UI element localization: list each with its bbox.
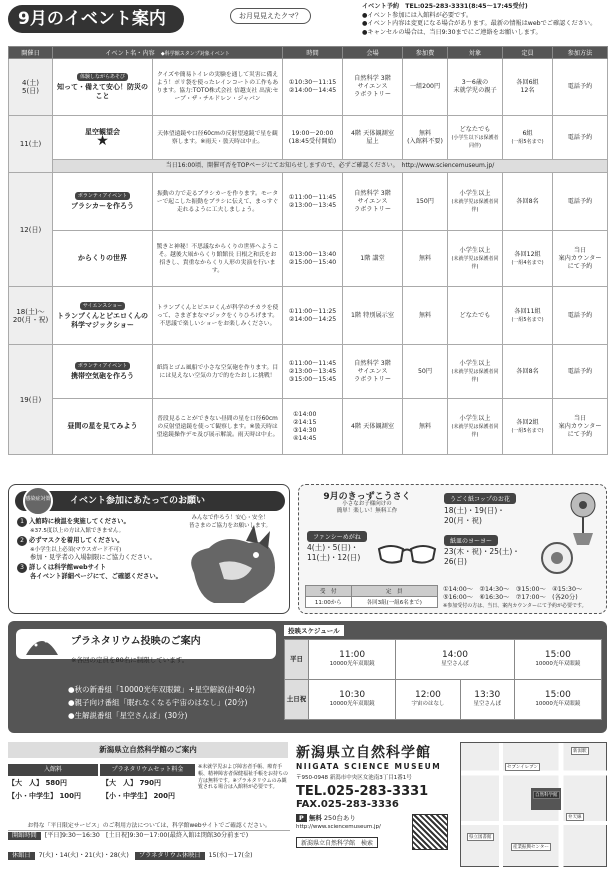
museum-fax: FAX.025-283-3336 xyxy=(296,799,399,810)
schedule-title: 投映スケジュール xyxy=(284,625,344,636)
craft-subtitle: 小さなお子様向けの 簡単！楽しい！無料工作 xyxy=(336,501,398,514)
craft-capacity-label: 定 員 xyxy=(351,586,437,597)
event-method: 当日 案内カウンター にて予約 xyxy=(553,399,608,455)
col-method: 参加方法 xyxy=(553,47,608,59)
event-method: 電話予約 xyxy=(553,116,608,160)
event-capacity: 6組 (一組5名まで) xyxy=(503,116,553,160)
list-item: ●生解説番組「星空さんぽ」(30分) xyxy=(68,711,188,720)
schedule-slot: 15:00 10000光年双眼鏡 xyxy=(514,640,601,680)
map-label-museum: 自然科学館 xyxy=(535,793,558,798)
request-list xyxy=(17,517,167,581)
fee-note: ※未就学児および障害者手帳、療育手帳、精神障害者保健福祉手帳をお持ちの方は無料です。※プラネタリウムのみ観覧される場合は入館料が必要です。 xyxy=(198,764,289,791)
kids-craft-box xyxy=(298,484,607,614)
table-row xyxy=(9,231,608,287)
access-map xyxy=(460,742,607,867)
flower-cup-icon xyxy=(561,489,605,547)
craft-label-glasses: ファンシーめがね xyxy=(307,531,367,542)
event-name: 昼間の星を見てみよう xyxy=(67,422,138,430)
event-desc: トランプくんとピエロくんが科学のチカラを使って、さまざまなマジックをくりひろげます。不思議で楽しいショーをお楽しみください。 xyxy=(153,287,283,345)
table-row xyxy=(9,116,608,160)
schedule-table xyxy=(284,639,602,720)
museum-url[interactable]: http://www.sciencemuseum.jp/ xyxy=(296,824,381,830)
event-fee: 無料 xyxy=(403,231,448,287)
craft-times: ①14:00〜 ②14:30〜 ③15:00〜 ④15:30〜 ⑤16:00〜 ⑥16:30〜 ⑦17:00〜 (各20分) ※参加受付の方は、当日、案内カウンターにて予約が必要です。 xyxy=(443,586,608,610)
event-desc: 振動の力で走るプラシカーを作ります。モーターで起こした振動をプラシに伝えて、まっすぐ走れるように工夫しましょう。 xyxy=(153,173,283,231)
event-date: 18(土)〜 20(月・祝) xyxy=(9,287,53,345)
schedule-day: 土日祝 xyxy=(285,680,309,720)
schedule-slot: 11:00 10000光年双眼鏡 xyxy=(309,640,396,680)
schedule-slot: 10:30 10000光年双眼鏡 xyxy=(309,680,396,720)
guide-title: 新潟県立自然科学館のご案内 xyxy=(8,742,288,758)
event-venue: 1階 講堂 xyxy=(343,231,403,287)
table-header-row xyxy=(9,47,608,59)
weather-notice-row xyxy=(9,160,608,173)
participation-request-box xyxy=(8,484,290,614)
craft-table xyxy=(305,585,438,608)
table-row xyxy=(9,399,608,455)
museum-name-en: NIIGATA SCIENCE MUSEUM xyxy=(296,762,442,771)
program-list xyxy=(68,683,255,722)
event-tag: ボランティアイベント xyxy=(75,362,130,370)
event-time: ①11:00〜11:25 ②14:00〜14:25 xyxy=(283,287,343,345)
infection-badge: 感染症対策 xyxy=(23,486,53,516)
set-fee-adult: 【大 人】 790円 xyxy=(102,779,162,787)
event-name: 知って・備えて安心！防災のこと xyxy=(57,83,148,100)
qr-code-icon[interactable] xyxy=(412,814,448,850)
search-box[interactable]: 新潟県立自然科学館 検索 xyxy=(296,837,378,848)
fee-adult: 【大 人】 580円 xyxy=(8,779,68,787)
planetarium-subtitle: ※各回の定員を80名に制限しています。 xyxy=(71,656,189,664)
event-venue: 4階 天体観測室 xyxy=(343,399,403,455)
map-label: 県立図書館 xyxy=(469,835,492,840)
parking-icon: P xyxy=(296,814,307,822)
event-time: ①14:00 ②14:15 ③14:30 ④14:45 xyxy=(283,399,343,455)
event-name: トランプくんとピエロくんの科学マジックショー xyxy=(57,311,148,329)
museum-tel: TEL.025-283-3331 xyxy=(296,784,429,799)
event-target: 3〜6歳の 未就学児の親子 xyxy=(448,59,503,116)
event-desc: 驚きと神秘！不思議なからくりの世界へようこそ。越後大凧からくり館館長 日根之和氏をお招きし、貴重なからくり人形の実演を行います。 xyxy=(153,231,283,287)
event-time: 19:00〜20:00 (18:45受付開始) xyxy=(283,116,343,160)
event-time: ①11:00〜11:45 ②13:00〜13:45 xyxy=(283,173,343,231)
info-note-2: ●イベント内容は変更になる場合があります。最新の情報はwebでご確認ください。 xyxy=(362,20,597,27)
bear-speech-bubble: お月見見えたクマ？ xyxy=(230,8,311,24)
map-label: 新潟駅 xyxy=(573,749,587,754)
museum-address: 〒950-0948 新潟市中央区女池南3丁目1番1号 xyxy=(296,775,412,781)
event-fee: 無料 (入館料不要) xyxy=(403,116,448,160)
event-date: 4(土) 5(日) xyxy=(9,59,53,116)
col-fee: 参加費 xyxy=(403,47,448,59)
table-row xyxy=(9,59,608,116)
map-label: 弁天線 xyxy=(568,815,582,820)
craft-capacity: 各回3組(一組6名まで) xyxy=(351,597,437,608)
table-row xyxy=(9,173,608,231)
closed-days: 休館日 7(火)・14(火)・21(火)・28(火) プラネタリウム休映日 15(水)〜17(金) xyxy=(8,852,290,860)
table-row xyxy=(9,287,608,345)
museum-info-footer xyxy=(8,742,607,867)
event-desc: 天体望遠鏡や口径60cmの反射望遠鏡で星を観察します。※雨天・曇天時は中止。 xyxy=(153,116,283,160)
set-fee-child: 【小・中学生】 200円 xyxy=(102,792,176,800)
craft-title: 9月のきっずこうさく xyxy=(323,492,411,502)
event-target: どなたでも xyxy=(448,287,503,345)
stamp-icon: ◆ xyxy=(160,51,165,57)
event-tag: ボランティアイベント xyxy=(75,192,130,200)
event-capacity: 各回8名 xyxy=(503,173,553,231)
event-time: ①10:30〜11:15 ②14:00〜14:45 xyxy=(283,59,343,116)
telescope-icon: ★ xyxy=(96,132,109,149)
list-item: 3 詳しくは科学館webサイト xyxy=(17,563,167,573)
event-capacity: 各回12組 (一組4名まで) xyxy=(503,231,553,287)
craft-dates-cup-flower: 18(土)・19(日)・ 20(月・祝) xyxy=(444,506,505,525)
event-name-cell xyxy=(53,59,153,116)
list-item: 各イベント詳細ページにて、ご確認ください。 xyxy=(30,572,162,580)
event-method: 電話予約 xyxy=(553,59,608,116)
event-name-cell xyxy=(53,173,153,231)
event-target: 小学生以上 (未就学児は保護者同伴) xyxy=(448,399,503,455)
glasses-icon xyxy=(377,543,437,567)
weather-notice: 当日16:00頃、開催可否をTOPページにてお知らせしますので、必ずご確認ください。 http://www.sciencemuseum.jp/ xyxy=(53,160,608,173)
event-venue: 1階 特別展示室 xyxy=(343,287,403,345)
list-item: 1 入館時に検温を実施してください。 ※37.5度以上の方は入館できません。 xyxy=(17,517,167,536)
event-target: 小学生以上 (未就学児は保護者同伴) xyxy=(448,173,503,231)
event-fee: 一組200円 xyxy=(403,59,448,116)
event-venue: 自然科学 3階 サイエンス ラボラトリー xyxy=(343,173,403,231)
event-method: 電話予約 xyxy=(553,173,608,231)
admission-label: 入館料 xyxy=(8,764,98,776)
event-capacity: 各回6組 12名 xyxy=(503,59,553,116)
planetarium-dome-icon xyxy=(22,631,62,659)
table-row xyxy=(9,345,608,399)
reservation-tel: イベント予約 TEL:025-283-3331(8:45〜17:45受付) xyxy=(362,3,528,10)
craft-reception: 11:00から xyxy=(306,597,352,608)
schedule-day: 平日 xyxy=(285,640,309,680)
middle-section xyxy=(8,484,607,614)
col-event: イベント名・内容 ◆科学館スタンプ対象イベント xyxy=(53,47,283,59)
event-method: 電話予約 xyxy=(553,287,608,345)
craft-label-cup-flower: うごく紙コップのお花 xyxy=(444,493,516,504)
event-name-cell xyxy=(53,345,153,399)
event-capacity: 各回11組 (一組5名まで) xyxy=(503,287,553,345)
event-fee: 無料 xyxy=(403,287,448,345)
event-name-cell xyxy=(53,287,153,345)
col-capacity: 定員 xyxy=(503,47,553,59)
event-name-cell xyxy=(53,116,153,160)
event-desc: 普段見ることができない昼間の星を口径60cmの反射望遠鏡を使って観察します。※曇天時は望遠鏡操作デモ及び展示解説。雨天時は中止。 xyxy=(153,399,283,455)
craft-reception-label: 受 付 xyxy=(306,586,352,597)
list-item: 2 必ずマスクを着用してください。 ※小学生以上必須(マウスガード不可) xyxy=(17,536,167,555)
event-method: 電話予約 xyxy=(553,345,608,399)
weekday-service-note: お得な「平日限定サービス」のご利用方法については、科学館webサイトでご確認ください。 xyxy=(8,819,290,831)
museum-name: 新潟県立自然科学館 xyxy=(296,745,431,761)
craft-dates-yoyo: 23(木・祝)・25(土)・ 26(日) xyxy=(444,547,520,566)
page-title: 9月のイベント案内 xyxy=(8,5,184,33)
craft-dates-glasses: 4(土)・5(日)・ 11(土)・12(日) xyxy=(307,543,361,562)
list-item: ●秋の新番組「10000光年双眼鏡」+星空解説(計40分) xyxy=(68,685,256,694)
event-name: からくりの世界 xyxy=(78,254,127,262)
event-desc: 紙筒とゴム風船で小さな空気砲を作ります。目には見えない空気の力で的をたおしに挑戦！ xyxy=(153,345,283,399)
event-venue: 4階 天体観測室 屋上 xyxy=(343,116,403,160)
schedule-slot: 15:00 10000光年双眼鏡 xyxy=(514,680,601,720)
map-label: セブンイレブン xyxy=(507,765,538,770)
dinosaur-mask-illustration xyxy=(174,513,286,611)
event-capacity: 各回8名 xyxy=(503,345,553,399)
request-title: イベント参加にあたってのお願い xyxy=(15,491,285,511)
event-venue: 自然科学 3階 サイエンス ラボラトリー xyxy=(343,345,403,399)
event-fee: 無料 xyxy=(403,399,448,455)
map-label: 産業振興センター xyxy=(513,845,549,850)
event-date: 12(日) xyxy=(9,173,53,287)
dinosaur-speech: みんなで作ろう！安心・安全！ 皆さまのご協力をお願いします。 xyxy=(188,515,272,529)
event-fee: 50円 xyxy=(403,345,448,399)
col-time: 時間 xyxy=(283,47,343,59)
col-target: 対象 xyxy=(448,47,503,59)
event-time: ①13:00〜13:40 ②15:00〜15:40 xyxy=(283,231,343,287)
schedule-slot: 13:30 星空さんぽ xyxy=(460,680,514,720)
event-name-cell xyxy=(53,231,153,287)
schedule-slot: 14:00 星空さんぽ xyxy=(396,640,515,680)
table-row xyxy=(285,680,602,720)
col-venue: 会場 xyxy=(343,47,403,59)
planetarium-section xyxy=(8,621,607,733)
col-date: 開催日 xyxy=(9,47,53,59)
event-time: ①11:00〜11:45 ②13:00〜13:45 ③15:00〜15:45 xyxy=(283,345,343,399)
schedule-slot: 12:00 宇宙のはなし xyxy=(396,680,460,720)
event-target: 小学生以上 (未就学児は保護者同伴) xyxy=(448,231,503,287)
event-method: 当日 案内カウンター にて予約 xyxy=(553,231,608,287)
table-row xyxy=(285,640,602,680)
opening-hours: 開館時間 [平日]9:30〜16:30 [土日祝]9:30〜17:00(最終入館は閉館30分前まで) xyxy=(8,832,290,840)
event-tag: 体験しながらあそび xyxy=(77,73,128,81)
event-name-cell xyxy=(53,399,153,455)
parking-info: P 無料 250台あり xyxy=(296,813,456,822)
list-item: ●親子向け番組「眠れなくなる宇宙のはなし」(20分) xyxy=(68,698,248,707)
event-name: プラシカーを作ろう xyxy=(71,202,134,210)
event-date: 19(日) xyxy=(9,345,53,455)
info-note-1: ●イベント参加には入館料が必要です。 xyxy=(362,11,473,19)
reservation-info xyxy=(362,3,596,37)
event-table xyxy=(8,46,608,455)
event-name: 星空観望会 xyxy=(85,127,120,136)
event-target: どなたでも (小学生以下は保護者同伴) xyxy=(448,116,503,160)
planetarium-set-label: プラネタリウムセット料金 xyxy=(100,764,195,776)
planetarium-title: プラネタリウム投映のご案内 xyxy=(71,636,201,647)
event-date: 11(土) xyxy=(9,116,53,173)
event-venue: 自然科学 3階 サイエンス ラボラトリー xyxy=(343,59,403,116)
event-capacity: 各回2組 (一組5名まで) xyxy=(503,399,553,455)
list-item: 参加・見学者の入場制限にご協力ください。 xyxy=(30,554,156,562)
event-fee: 150円 xyxy=(403,173,448,231)
craft-label-yoyo: 紙皿のヨーヨー xyxy=(444,535,498,546)
event-target: 小学生以上 (未就学児は保護者同伴) xyxy=(448,345,503,399)
event-tag: サイエンスショー xyxy=(80,302,125,310)
craft-note: ※参加受付の方は、当日、案内カウンターにて予約が必要です。 xyxy=(443,603,587,609)
info-note-3: ●キャンセルの場合は、当日9:30までにご連絡をお願いします。 xyxy=(362,28,542,36)
fee-child: 【小・中学生】 100円 xyxy=(8,792,82,800)
event-name: 携帯空気砲を作ろう xyxy=(71,372,134,380)
page-header xyxy=(0,0,615,42)
event-desc: クイズや簡易トイレの実験を通して災害に備えよう！ポリ袋を使ったレインコートの工作もあります。協力:TOTO株式会社 信越支社 出演:セーブ・ザ・チルドレン・ジャパン xyxy=(153,59,283,116)
